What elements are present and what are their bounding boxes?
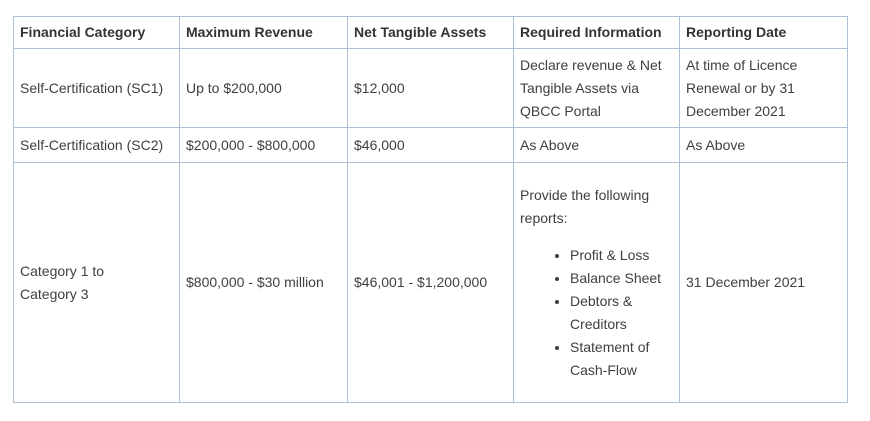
list-item: • Statement of Cash-Flow — [570, 336, 673, 382]
list-item: • Balance Sheet — [570, 267, 673, 290]
cell-category: Self-Certification (SC2) — [14, 128, 180, 163]
cell-assets: $46,000 — [348, 128, 514, 163]
header-maximum-revenue: Maximum Revenue — [180, 17, 348, 49]
reports-list — [520, 244, 673, 382]
table-row — [14, 49, 848, 128]
cell-info: As Above — [514, 128, 680, 163]
list-item: • Profit & Loss — [570, 244, 673, 267]
cell-assets: $46,001 - $1,200,000 — [348, 163, 514, 403]
cell-date: As Above — [680, 128, 848, 163]
table-row — [14, 163, 848, 403]
cell-date: 31 December 2021 — [680, 163, 848, 403]
header-financial-category: Financial Category — [14, 17, 180, 49]
cell-revenue: Up to $200,000 — [180, 49, 348, 128]
info-intro: Provide the following reports: — [520, 186, 650, 226]
cell-category: Category 1 to Category 3 — [14, 163, 180, 403]
cell-revenue: $200,000 - $800,000 — [180, 128, 348, 163]
financial-requirements-table — [13, 16, 848, 403]
header-net-tangible-assets: Net Tangible Assets — [348, 17, 514, 49]
cell-date: At time of Licence Renewal or by 31 December 2021 — [680, 49, 848, 128]
header-reporting-date: Reporting Date — [680, 17, 848, 49]
header-required-information: Required Information — [514, 17, 680, 49]
list-item: • Debtors & Creditors — [570, 290, 673, 336]
cell-category: Self-Certification (SC1) — [14, 49, 180, 128]
cell-info: Declare revenue & Net Tangible Assets via QBCC Portal — [514, 49, 680, 128]
table-header-row — [14, 17, 848, 49]
cell-assets: $12,000 — [348, 49, 514, 128]
cell-revenue: $800,000 - $30 million — [180, 163, 348, 403]
table-row — [14, 128, 848, 163]
cell-info — [514, 163, 680, 403]
